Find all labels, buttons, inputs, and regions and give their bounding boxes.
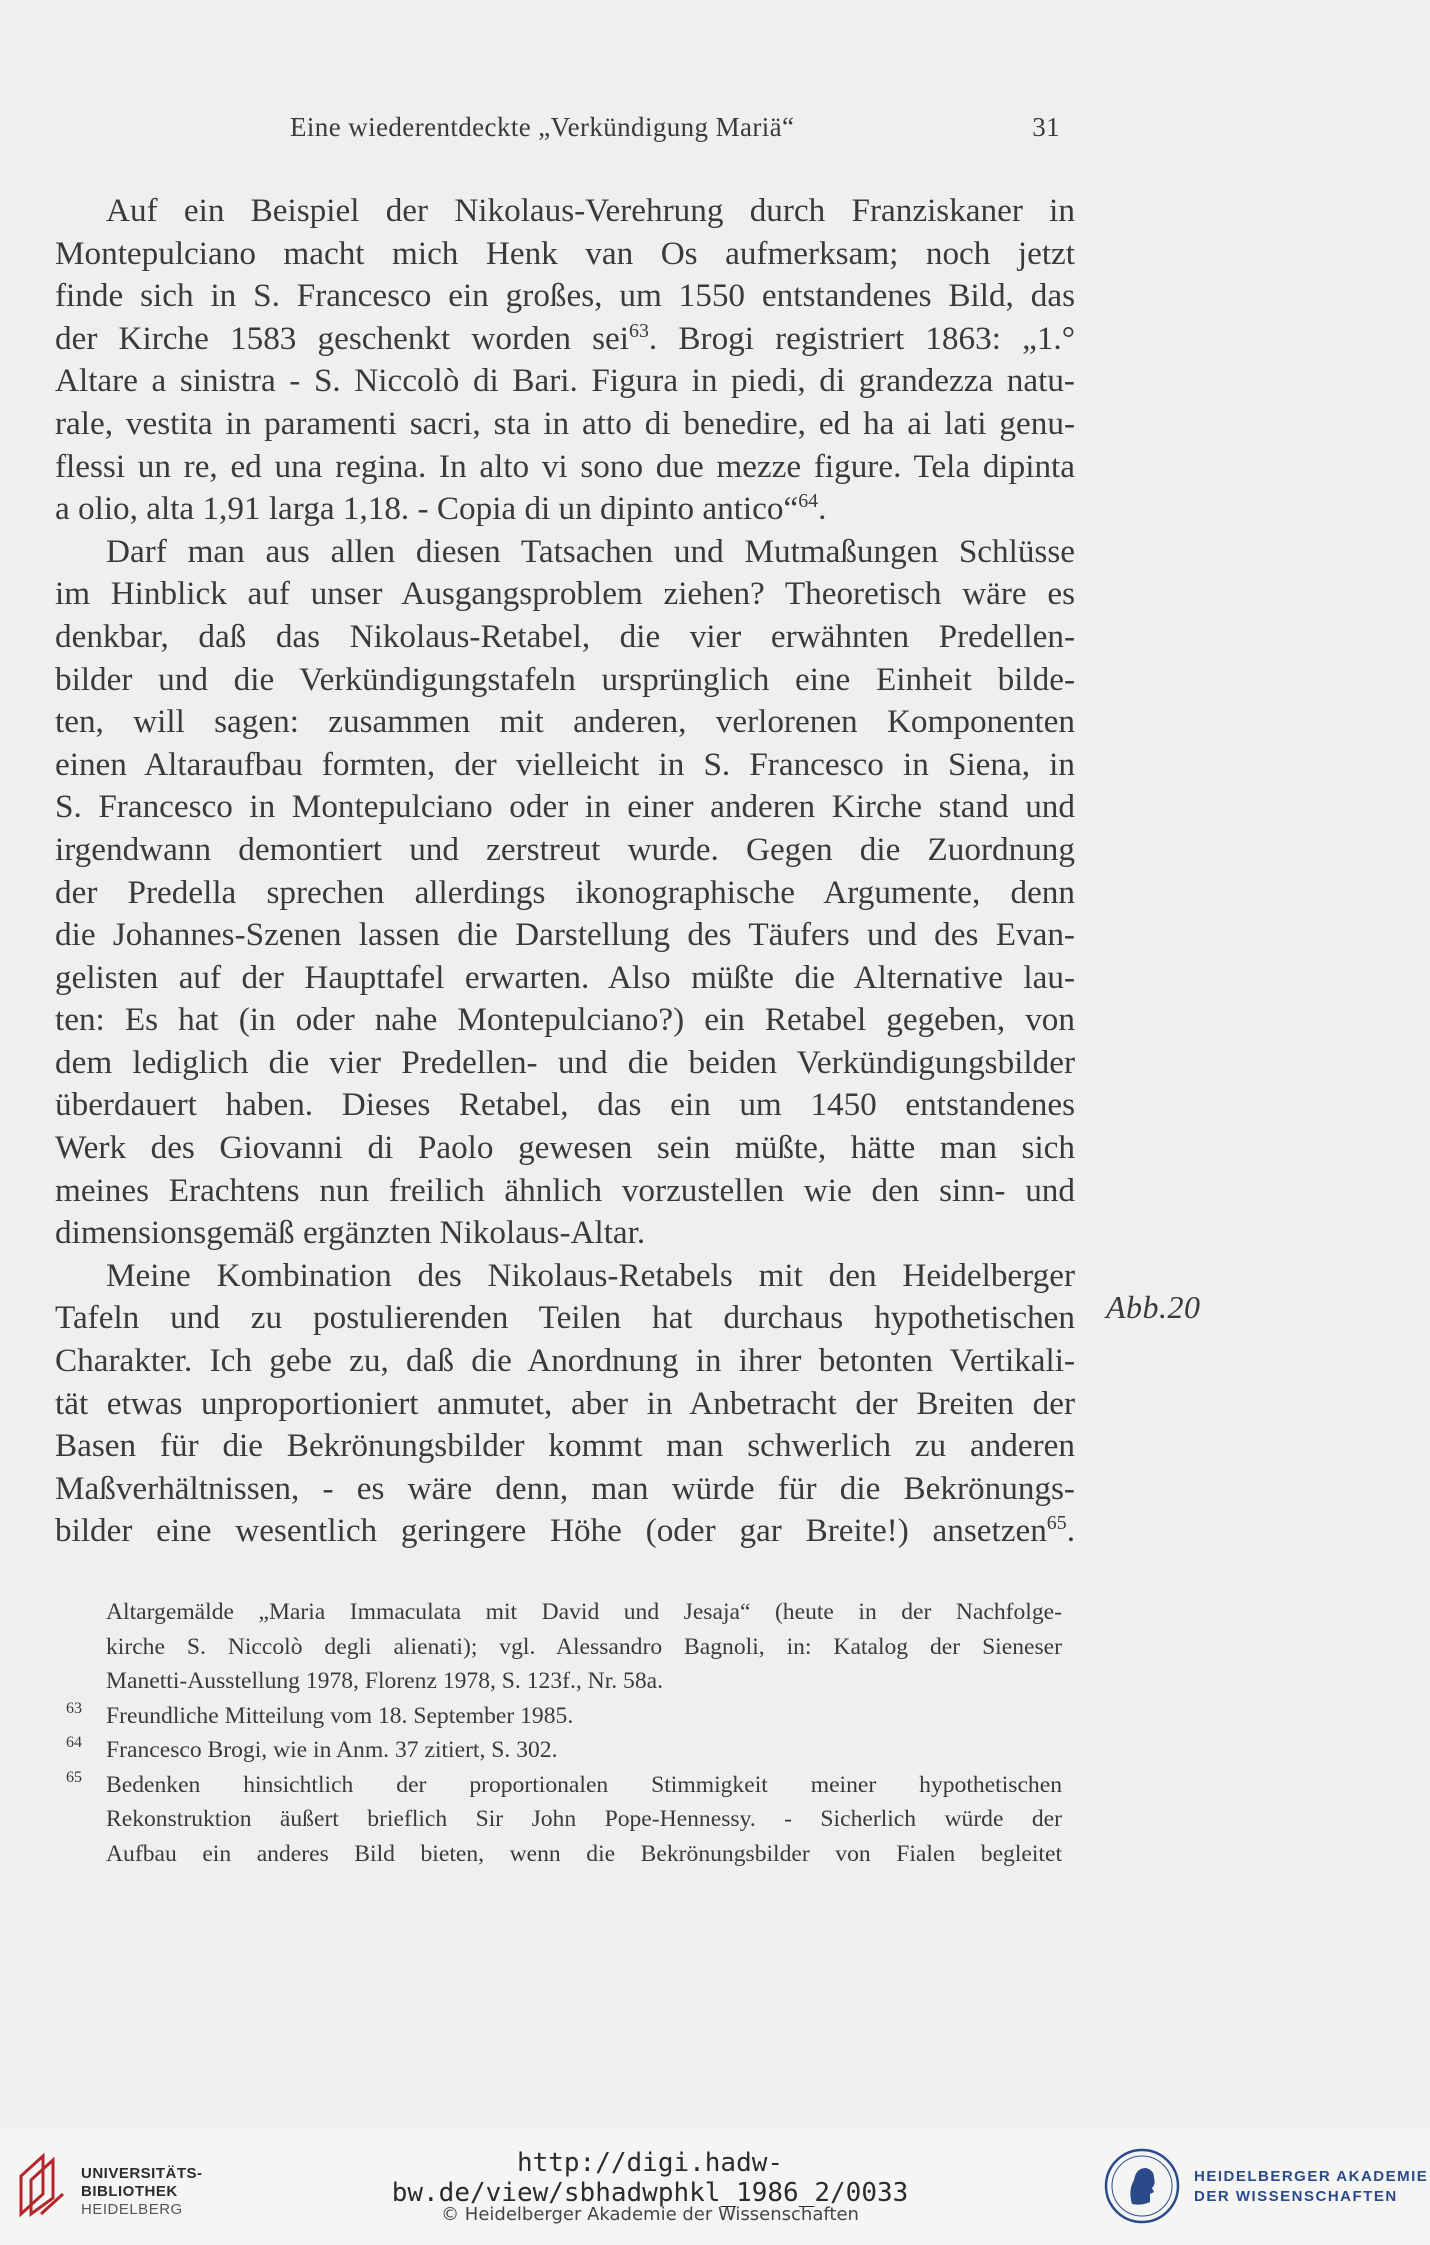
text-line: [55, 233, 1075, 276]
text-line: [55, 1127, 1075, 1170]
line-text: irgendwann demontiert und zerstreut wurde. Gegen die Zuordnung: [55, 830, 1075, 868]
text-line: [55, 659, 1075, 702]
footnote-number: 64: [66, 1734, 82, 1751]
text-line: [55, 1212, 1075, 1255]
footnote-text: Rekonstruktion äußert brieflich Sir John Pope-Hennessy. - Sicherlich würde der: [106, 1806, 1062, 1832]
text-line: [55, 446, 1075, 489]
text-line: [55, 957, 1075, 1000]
line-text-after-note: .: [818, 490, 827, 528]
university-library-logo[interactable]: [13, 2150, 253, 2220]
line-text-after-note: . Brogi registriert 1863: „1.°: [648, 319, 1075, 357]
text-line: [55, 360, 1075, 403]
line-text: S. Francesco in Montepulciano oder in einer anderen Kirche stand und: [55, 788, 1075, 826]
line-text: im Hinblick auf unser Ausgangsproblem ziehen? Theoretisch wäre es: [55, 575, 1075, 613]
text-line: [55, 872, 1075, 915]
footnote-line: [62, 1837, 1062, 1872]
line-text: Darf man aus allen diesen Tatsachen und Mutmaßungen Schlüsse: [106, 532, 1075, 570]
line-text: Montepulciano macht mich Henk van Os aufmerksam; noch jetzt: [55, 234, 1075, 272]
academy-name-line-1: HEIDELBERGER AKADEMIE: [1194, 2168, 1429, 2185]
text-line: [55, 403, 1075, 446]
text-line: [55, 616, 1075, 659]
footnote-marker[interactable]: 65: [1046, 1512, 1067, 1535]
footnote-text: Freundliche Mitteilung vom 18. September 1985.: [106, 1702, 574, 1729]
line-text-after-note: .: [1066, 1512, 1075, 1550]
page-number: 31: [1032, 112, 1060, 142]
text-line: [55, 573, 1075, 616]
text-line: [55, 829, 1075, 872]
footnote-number: 65: [66, 1768, 82, 1786]
library-name-line-3: HEIDELBERG: [81, 2201, 183, 2218]
running-head: [290, 112, 1060, 152]
text-line: [55, 1510, 1075, 1553]
footer-bar: [0, 2128, 1430, 2245]
text-line: [55, 318, 1075, 361]
footnote-marker[interactable]: 63: [629, 319, 649, 342]
line-text: Maßverhältnissen, - es wäre denn, man würde für die Bekrönungs-: [55, 1469, 1075, 1507]
line-text: rale, vestita in paramenti sacri, sta in atto di benedire, ed ha ai lati genu-: [55, 404, 1075, 442]
footnote-line: [62, 1630, 1062, 1665]
line-text: der Kirche 1583 geschenkt worden sei: [55, 319, 630, 357]
footnote-text: kirche S. Niccolò degli alienati); vgl. Alessandro Bagnoli, in: Katalog der Sieneser: [106, 1633, 1062, 1660]
text-line: [55, 786, 1075, 829]
line-text: die Johannes-Szenen lassen die Darstellung des Täufers und des Evan-: [55, 916, 1075, 954]
library-logo-icon: [13, 2150, 73, 2220]
academy-seal-icon: [1102, 2146, 1182, 2226]
academy-name-line-2: DER WISSENSCHAFTEN: [1194, 2188, 1398, 2205]
footnote-text: Bedenken hinsichtlich der proportionalen Stimmigkeit meiner hypothetischen: [106, 1771, 1062, 1798]
line-text: a olio, alta 1,91 larga 1,18. - Copia di un dipinto antico“: [55, 490, 799, 528]
footnote-line: [62, 1699, 1062, 1734]
text-line: [55, 701, 1075, 744]
line-text: überdauert haben. Dieses Retabel, das ein um 1450 entstandenes: [55, 1086, 1075, 1124]
footnote-line: [62, 1595, 1062, 1630]
line-text: einen Altaraufbau formten, der vielleicht in S. Francesco in Siena, in: [55, 745, 1075, 783]
line-text: bilder eine wesentlich geringere Höhe (oder gar Breite!) ansetzen: [55, 1512, 1047, 1550]
footnote-line: [62, 1733, 1062, 1768]
text-line: [55, 531, 1075, 574]
text-line: [55, 1383, 1075, 1426]
line-text: ten: Es hat (in oder nahe Montepulciano?) ein Retabel gegeben, von: [55, 1001, 1075, 1039]
line-text: tät etwas unproportioniert anmutet, aber in Anbetracht der Breiten der: [55, 1384, 1075, 1422]
footnote-text: Manetti-Ausstellung 1978, Florenz 1978, S. 123f., Nr. 58a.: [106, 1668, 664, 1694]
text-line: [55, 914, 1075, 957]
line-text: bilder und die Verkündigungstafeln ursprünglich eine Einheit bilde-: [55, 660, 1075, 698]
text-line: [55, 1340, 1075, 1383]
text-line: [55, 275, 1075, 318]
document-url-link[interactable]: http://digi.hadw-bw.de/view/sbhadwphkl_1986_2/0033: [391, 2148, 909, 2208]
line-text: ten, will sagen: zusammen mit anderen, verlorenen Komponenten: [55, 703, 1075, 741]
text-line: [55, 190, 1075, 233]
line-text: gelisten auf der Haupttafel erwarten. Also müßte die Alternative lau-: [55, 958, 1075, 996]
footnote-line: [62, 1768, 1062, 1803]
text-line: [55, 1297, 1075, 1340]
body-text: [55, 190, 1075, 1553]
library-name-line-1: UNIVERSITÄTS-: [81, 2165, 203, 2182]
line-text: Basen für die Bekrönungsbilder kommt man schwerlich zu anderen: [55, 1427, 1075, 1465]
text-line: [55, 1170, 1075, 1213]
academy-logo[interactable]: [1102, 2146, 1429, 2226]
footnote-text: Francesco Brogi, wie in Anm. 37 zitiert, S. 302.: [106, 1737, 558, 1763]
line-text: Tafeln und zu postulierenden Teilen hat durchaus hypothetischen: [55, 1299, 1075, 1337]
text-line: [55, 744, 1075, 787]
footnote-line: [62, 1664, 1062, 1699]
line-text: Auf ein Beispiel der Nikolaus-Verehrung durch Franziskaner in: [106, 192, 1075, 229]
line-text: meines Erachtens nun freilich ähnlich vorzustellen wie den sinn- und: [55, 1171, 1075, 1209]
text-line: [55, 1255, 1075, 1298]
footnote-number: 63: [66, 1699, 82, 1717]
line-text: dimensionsgemäß ergänzten Nikolaus-Altar.: [55, 1214, 646, 1252]
line-text: der Predella sprechen allerdings ikonographische Argumente, denn: [55, 873, 1075, 911]
line-text: Werk des Giovanni di Paolo gewesen sein müßte, hätte man sich: [55, 1129, 1075, 1167]
line-text: Altare a sinistra - S. Niccolò di Bari. Figura in piedi, di grandezza natu-: [55, 362, 1075, 400]
footnote-marker[interactable]: 64: [798, 490, 819, 513]
figure-reference: Abb.20: [1106, 1289, 1201, 1325]
footnote-text: Altargemälde „Maria Immaculata mit David und Jesaja“ (heute in der Nachfolge-: [106, 1599, 1062, 1625]
footnote-line: [62, 1802, 1062, 1837]
line-text: denkbar, daß das Nikolaus-Retabel, die vier erwähnten Predellen-: [55, 617, 1075, 655]
line-text: finde sich in S. Francesco ein großes, um 1550 entstandenes Bild, das: [55, 277, 1075, 315]
line-text: flessi un re, ed una regina. In alto vi sono due mezze figure. Tela dipinta: [55, 447, 1075, 485]
text-line: [55, 999, 1075, 1042]
text-line: [55, 1084, 1075, 1127]
copyright-notice: © Heidelberger Akademie der Wissenschaften: [441, 2204, 859, 2225]
library-name-line-2: BIBLIOTHEK: [81, 2183, 178, 2200]
text-line: [55, 1042, 1075, 1085]
footnotes: [62, 1595, 1062, 1871]
line-text: dem lediglich die vier Predellen- und die beiden Verkündigungsbilder: [55, 1043, 1075, 1081]
text-line: [55, 488, 1075, 531]
line-text: Meine Kombination des Nikolaus-Retabels mit den Heidelberger: [106, 1256, 1075, 1294]
text-line: [55, 1425, 1075, 1468]
footnote-text: Aufbau ein anderes Bild bieten, wenn die Bekrönungsbilder von Fialen begleitet: [106, 1840, 1062, 1867]
running-title: Eine wiederentdeckte „Verkündigung Mariä“: [290, 112, 795, 142]
text-line: [55, 1468, 1075, 1511]
line-text: Charakter. Ich gebe zu, daß die Anordnung in ihrer betonten Vertikali-: [55, 1342, 1075, 1380]
